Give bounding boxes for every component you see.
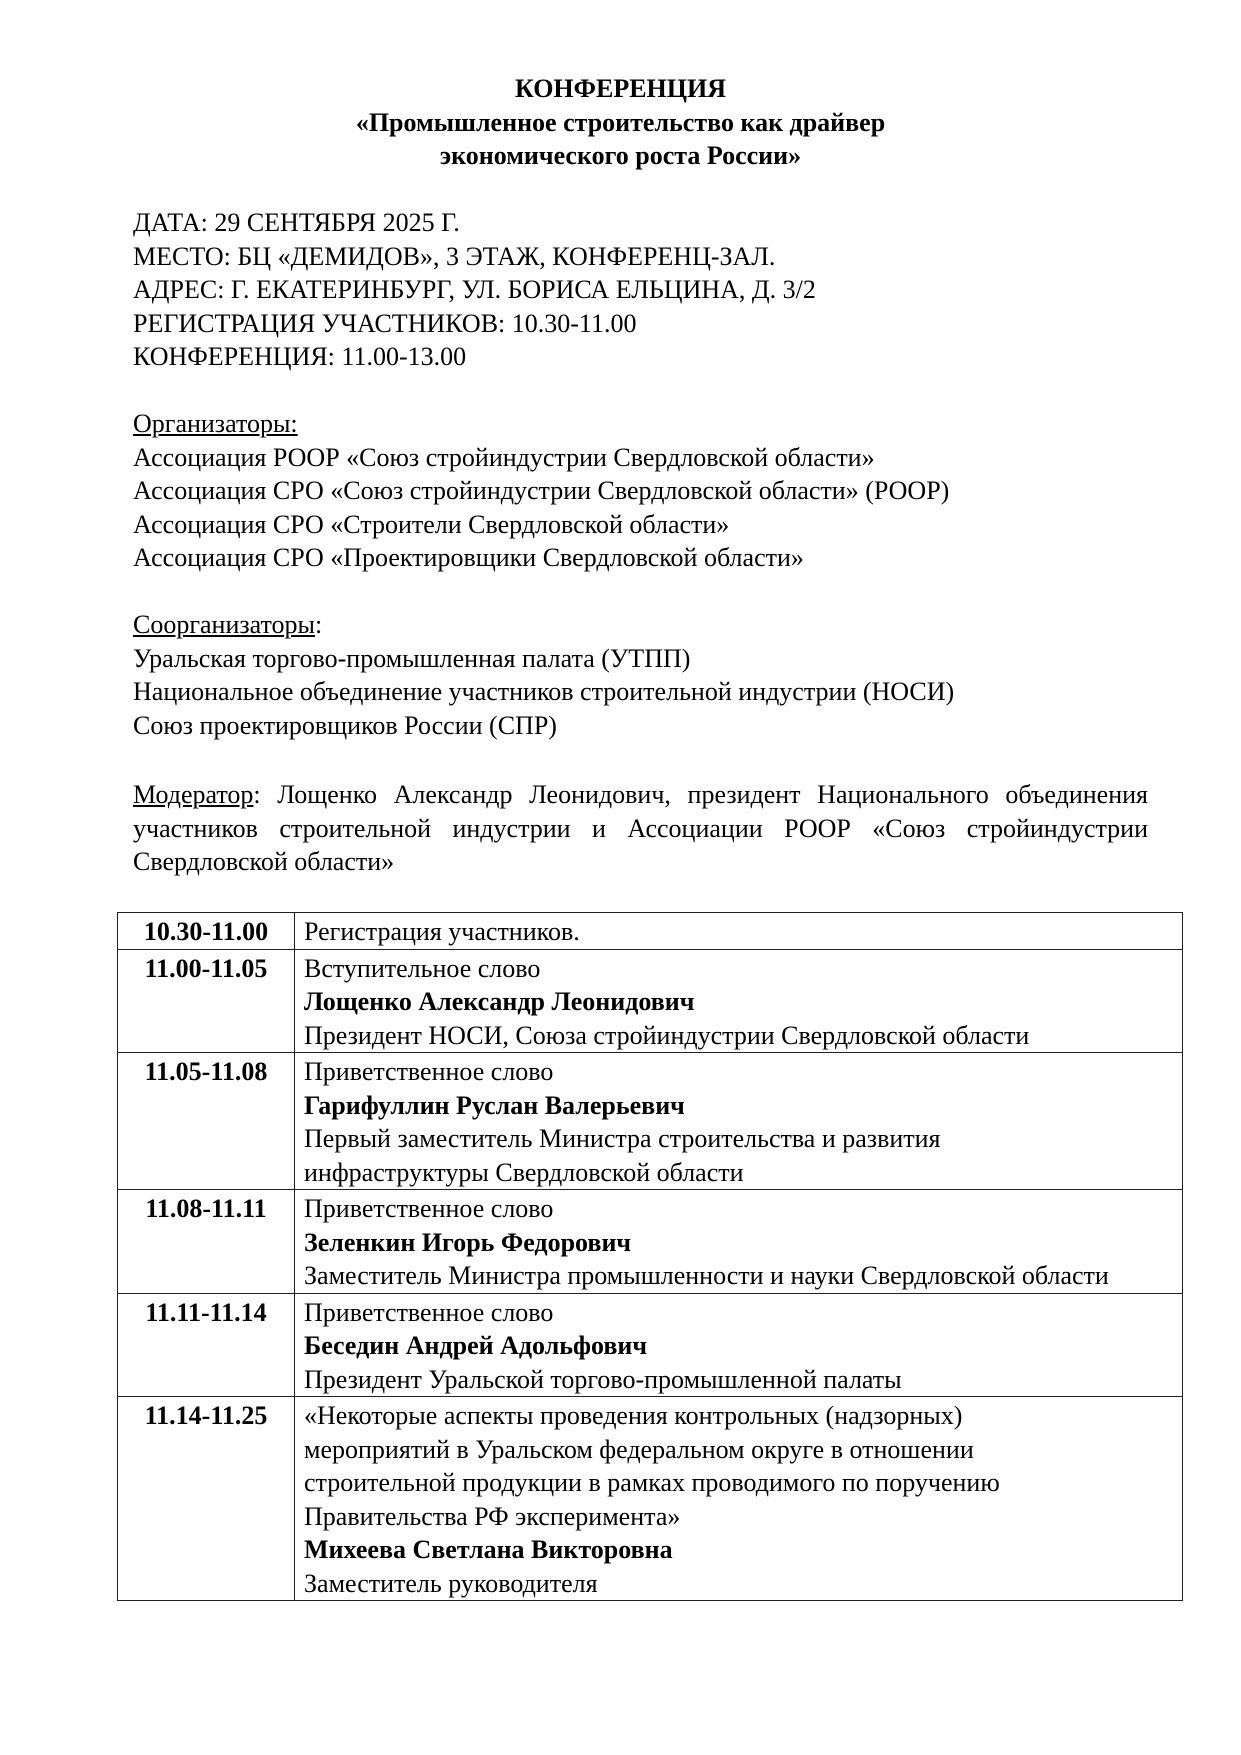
agenda-speaker-role: Президент Уральской торгово-промышленной палаты (304, 1364, 902, 1394)
organizer-item: Ассоциация РООР «Союз стройиндустрии Свердловской области» (133, 442, 875, 472)
document-title (0, 72, 1241, 173)
organizers-section (133, 407, 1148, 575)
agenda-speaker-role: Президент НОСИ, Союза стройиндустрии Свердловской области (304, 1020, 1030, 1050)
agenda-speaker: Лощенко Александр Леонидович (304, 987, 695, 1016)
agenda-topic: Приветственное слово (304, 1057, 554, 1086)
agenda-speaker: Михеева Светлана Викторовна (304, 1535, 673, 1564)
coorganizer-item: Национальное объединение участников строительной индустрии (НОСИ) (133, 677, 955, 706)
agenda-speaker: Гарифуллин Руслан Валерьевич (304, 1090, 685, 1120)
table-row (118, 913, 1183, 950)
agenda-speaker-role: Заместитель Министра промышленности и науки Свердловской области (304, 1261, 1109, 1290)
agenda-description (295, 1397, 1183, 1601)
agenda-description (295, 1053, 1183, 1190)
agenda-speaker-role: Первый заместитель Министра строительства и развития инфраструктуры Свердловской области (304, 1124, 941, 1187)
event-address: АДРЕС: Г. ЕКАТЕРИНБУРГ, УЛ. БОРИСА ЕЛЬЦИНА, Д. 3/2 (133, 275, 816, 304)
agenda-description (295, 1190, 1183, 1294)
title-line-2: «Промышленное строительство как драйвер (355, 107, 886, 137)
table-row (118, 1053, 1183, 1190)
agenda-description (295, 913, 1183, 950)
agenda-speaker: Беседин Андрей Адольфович (304, 1331, 648, 1360)
table-row (118, 1190, 1183, 1294)
moderator-text: : Лощенко Александр Леонидович, президент Национального объединения участников строительной индустрии и Ассоциации РООР «Союз стройиндустрии Свердловской области» (133, 780, 1148, 876)
agenda-speaker-role: Заместитель руководителя (304, 1568, 598, 1598)
moderator-paragraph (133, 778, 1148, 879)
agenda-topic: «Некоторые аспекты проведения контрольных (надзорных) мероприятий в Уральском федеральном округе в отношении строительной продукции в рамках проводимого по поручению Правительства РФ эксперимента» (304, 1401, 1000, 1531)
agenda-time: 11.11-11.14 (118, 1293, 295, 1397)
agenda-time: 10.30-11.00 (118, 913, 295, 950)
table-row (118, 1293, 1183, 1397)
agenda-topic: Регистрация участников. (304, 917, 580, 946)
agenda-table (117, 912, 1183, 1601)
coorganizers-heading-line (133, 608, 1148, 642)
title-line-3: экономического роста России» (439, 141, 802, 170)
agenda-topic: Приветственное слово (304, 1297, 554, 1327)
organizer-item: Ассоциация СРО «Проектировщики Свердловской области» (133, 543, 804, 572)
agenda-topic: Приветственное слово (304, 1194, 554, 1223)
event-conference-time: КОНФЕРЕНЦИЯ: 11.00-13.00 (133, 342, 467, 371)
event-registration: РЕГИСТРАЦИЯ УЧАСТНИКОВ: 10.30-11.00 (133, 308, 637, 338)
agenda-description (295, 1293, 1183, 1397)
organizers-heading: Организаторы: (133, 409, 298, 438)
coorganizers-section (133, 608, 1148, 742)
moderator-label: Модератор (133, 780, 254, 809)
agenda-topic: Вступительное слово (304, 953, 541, 983)
agenda-time: 11.00-11.05 (118, 949, 295, 1053)
organizer-item: Ассоциация СРО «Союз стройиндустрии Свердловской области» (РООР) (133, 476, 950, 505)
coorganizers-heading: Соорганизаторы (133, 610, 315, 639)
agenda-time: 11.14-11.25 (118, 1397, 295, 1601)
coorganizer-item: Союз проектировщиков России (СПР) (133, 710, 557, 740)
agenda-time: 11.05-11.08 (118, 1053, 295, 1190)
event-date: ДАТА: 29 СЕНТЯБРЯ 2025 Г. (133, 208, 460, 237)
agenda-speaker: Зеленкин Игорь Федорович (304, 1227, 632, 1257)
event-place: МЕСТО: БЦ «ДЕМИДОВ», 3 ЭТАЖ, КОНФЕРЕНЦ-ЗАЛ. (133, 241, 776, 271)
title-line-1: КОНФЕРЕНЦИЯ (515, 74, 726, 103)
agenda-description (295, 949, 1183, 1053)
coorganizers-heading-colon: : (315, 610, 323, 639)
agenda-time: 11.08-11.11 (118, 1190, 295, 1294)
table-row (118, 949, 1183, 1053)
organizer-item: Ассоциация СРО «Строители Свердловской области» (133, 509, 730, 539)
table-row (118, 1397, 1183, 1601)
event-info (133, 206, 1148, 374)
coorganizer-item: Уральская торгово-промышленная палата (УТПП) (133, 643, 691, 673)
